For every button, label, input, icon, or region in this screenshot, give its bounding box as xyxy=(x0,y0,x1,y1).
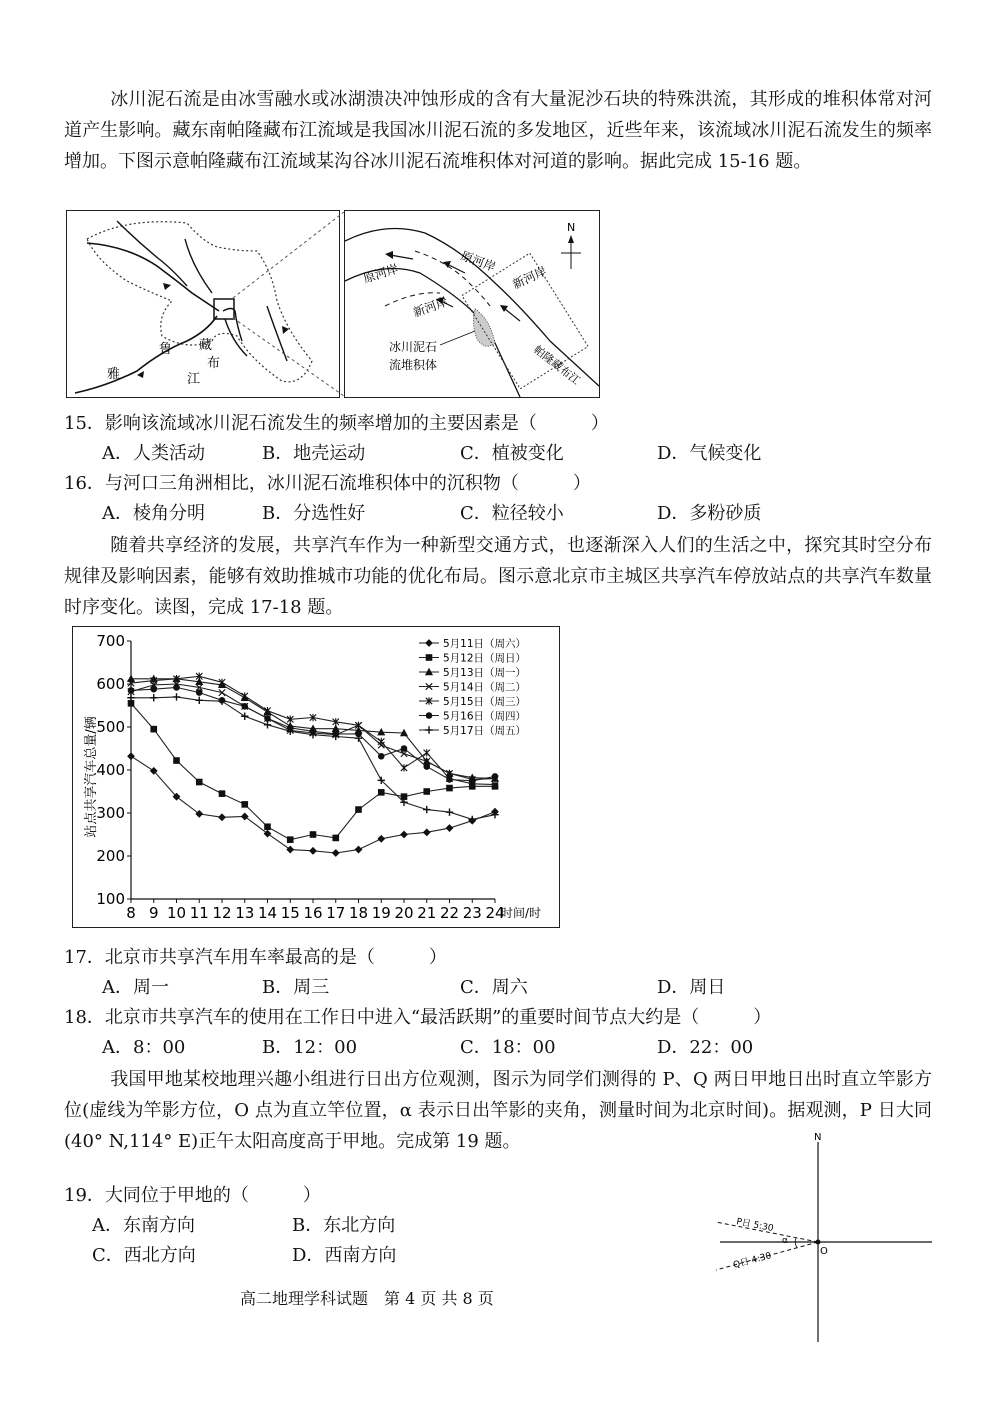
map-label: 布 xyxy=(207,356,221,371)
series-line xyxy=(131,756,495,853)
q16-option-a[interactable]: A．棱角分明 xyxy=(102,503,205,524)
question-19: 19．大同位于甲地的（ ） xyxy=(64,1185,321,1206)
x-tick-label: 17 xyxy=(326,904,346,922)
x-tick-label: 16 xyxy=(303,904,323,922)
data-point xyxy=(423,806,430,813)
q-day-label: Q日 4:30 xyxy=(732,1251,773,1271)
data-point xyxy=(264,721,271,728)
y-tick-label: 500 xyxy=(96,718,125,736)
data-point xyxy=(173,693,180,700)
q19-option-c[interactable]: C．西北方向 xyxy=(92,1245,196,1266)
q15-option-a[interactable]: A．人类活动 xyxy=(102,443,205,464)
legend-label: 5月12日（周日） xyxy=(443,652,527,665)
data-point xyxy=(310,832,316,838)
x-tick-label: 21 xyxy=(417,904,437,922)
data-point xyxy=(333,835,339,841)
data-point xyxy=(378,790,384,796)
detail-map xyxy=(344,210,600,398)
map-label: 原河岸 xyxy=(458,248,498,275)
question-16: 16．与河口三角洲相比，冰川泥石流堆积体中的沉积物（ ） xyxy=(64,473,591,494)
passage-sunrise-shadow: 我国甲地某校地理兴趣小组进行日出方位观测，图示为同学们测得的 P、Q 两日甲地日出时直立竿影方位(虚线为竿影方位，O 点为直立竿位置，α 表示日出竿影的夹角，测量时间为北京时间)。据观测，P 日大同(40° N,114° E)正午太阳高度高于甲地。完成第 19 题。 xyxy=(64,1069,932,1152)
data-point xyxy=(424,764,430,770)
map-label: 雅 xyxy=(107,367,121,382)
data-point xyxy=(151,726,157,732)
data-point xyxy=(401,831,407,837)
shadow-direction-diagram xyxy=(700,1130,940,1350)
passage-glacial-debris-flow: 冰川泥石流是由冰雪融水或冰湖溃决冲蚀形成的含有大量泥沙石块的特殊洪流，其形成的堆积体常对河道产生影响。藏东南帕隆藏布江流域是我国冰川泥石流的多发地区，近些年来，该流域冰川泥石流发生的频率增加。下图示意帕隆藏布江流域某沟谷冰川泥石流堆积体对河道的影响。据此完成 15-16 题。 xyxy=(64,89,932,172)
old-bank-south xyxy=(345,269,520,398)
alpha-label: α xyxy=(782,1236,788,1246)
passage-shared-cars: 随着共享经济的发展，共享汽车作为一种新型交通方式，也逐渐深入人们的生活之中，探究其时空分布规律及影响因素，能够有效助推城市功能的优化布局。图示意北京市主城区共享汽车停放站点的共享汽车数量时序变化。读图，完成 17-18 题。 xyxy=(64,535,932,618)
data-point xyxy=(356,807,362,813)
data-point xyxy=(446,825,452,831)
legend-label: 5月17日（周五） xyxy=(443,725,527,737)
q19-option-a[interactable]: A．东南方向 xyxy=(92,1215,195,1236)
legend-label: 5月16日（周四） xyxy=(443,710,527,723)
legend-label: 5月15日（周三） xyxy=(443,696,527,708)
q17-option-c[interactable]: C．周六 xyxy=(460,977,528,998)
data-point xyxy=(174,685,180,691)
question-15: 15．影响该流域冰川泥石流发生的频率增加的主要因素是（ ） xyxy=(64,413,609,434)
data-point xyxy=(310,848,316,854)
data-point xyxy=(469,778,475,784)
q19-option-b[interactable]: B．东北方向 xyxy=(292,1215,396,1236)
data-point xyxy=(378,836,384,842)
x-tick-label: 13 xyxy=(235,904,255,922)
data-point xyxy=(424,749,430,756)
y-tick-label: 400 xyxy=(96,761,125,779)
x-tick-label: 15 xyxy=(280,904,300,922)
map-label: 流堆积体 xyxy=(389,358,438,372)
data-point xyxy=(128,688,134,694)
map-label: 冰川泥石 xyxy=(389,340,438,354)
data-point xyxy=(196,779,202,785)
data-point xyxy=(333,850,339,856)
y-tick-label: 300 xyxy=(96,804,125,822)
data-point xyxy=(378,753,384,759)
pole-point xyxy=(816,1240,821,1245)
data-point xyxy=(287,846,293,852)
x-tick-label: 9 xyxy=(148,904,159,922)
y-tick-label: 600 xyxy=(96,675,125,693)
q15-option-b[interactable]: B．地壳运动 xyxy=(262,443,366,464)
map-label: 新河岸 xyxy=(411,294,450,320)
data-point xyxy=(150,694,157,701)
q16-option-c[interactable]: C．粒径较小 xyxy=(460,503,564,524)
data-point xyxy=(219,679,225,686)
x-tick-label: 19 xyxy=(371,904,391,922)
q16-option-d[interactable]: D．多粉砂质 xyxy=(657,503,762,524)
data-point xyxy=(219,791,225,797)
map-label: 江 xyxy=(187,372,201,387)
question-18: 18．北京市共享汽车的使用在工作日中进入“最活跃期”的重要时间节点大约是（ ） xyxy=(64,1007,772,1028)
p-day-label: P日 5:30 xyxy=(735,1217,775,1235)
x-tick-label: 10 xyxy=(166,904,187,922)
q18-option-d[interactable]: D．22：00 xyxy=(657,1037,754,1058)
x-tick-label: 18 xyxy=(348,904,369,922)
x-tick-label: 12 xyxy=(212,904,232,922)
map-label: 新河岸 xyxy=(510,263,549,292)
origin-label: O xyxy=(820,1246,828,1257)
data-point xyxy=(401,746,407,752)
leader-line xyxy=(440,331,475,345)
map-label: 鲁 xyxy=(159,342,173,357)
legend-marker xyxy=(426,655,432,661)
legend-label: 5月14日（周二） xyxy=(443,681,527,694)
legend-label: 5月13日（周一） xyxy=(443,667,527,679)
question-17: 17．北京市共享汽车用车率最高的是（ ） xyxy=(64,947,447,968)
page-footer: 高二地理学科试题 第 4 页 共 8 页 xyxy=(240,1289,494,1308)
data-point xyxy=(355,846,361,852)
legend-marker xyxy=(426,713,432,719)
q15-option-c[interactable]: C．植被变化 xyxy=(460,443,564,464)
q16-option-b[interactable]: B．分选性好 xyxy=(262,503,366,524)
q18-option-a[interactable]: A．8：00 xyxy=(102,1037,186,1058)
data-point xyxy=(446,808,453,815)
data-point xyxy=(265,716,271,722)
x-tick-label: 11 xyxy=(189,904,209,922)
chart-svg xyxy=(73,627,559,927)
map-label: 藏 xyxy=(199,338,213,353)
q18-option-c[interactable]: C．18：00 xyxy=(460,1037,556,1058)
data-point xyxy=(287,837,293,843)
data-point xyxy=(242,704,248,710)
q19-option-d[interactable]: D．西南方向 xyxy=(292,1245,397,1266)
q18-option-b[interactable]: B．12：00 xyxy=(262,1037,358,1058)
data-point xyxy=(242,802,248,808)
data-point xyxy=(174,758,180,764)
data-point xyxy=(378,738,384,745)
data-point xyxy=(265,824,271,830)
data-point xyxy=(219,814,225,820)
data-point xyxy=(241,713,248,720)
q15-option-d[interactable]: D．气候变化 xyxy=(657,443,762,464)
y-tick-label: 700 xyxy=(96,632,125,650)
y-axis-label: 站点共享汽车总量/辆 xyxy=(84,716,99,838)
data-point xyxy=(492,774,498,780)
map-label: 原河岸 xyxy=(361,261,401,286)
data-point xyxy=(424,829,430,835)
y-tick-label: 100 xyxy=(96,890,125,908)
data-point xyxy=(128,753,134,759)
data-point xyxy=(196,697,203,704)
x-tick-label: 24 xyxy=(485,904,505,922)
x-tick-label: 8 xyxy=(126,904,136,922)
x-tick-label: 20 xyxy=(394,904,414,922)
x-tick-label: 22 xyxy=(439,904,460,922)
q17-option-d[interactable]: D．周日 xyxy=(657,977,726,998)
legend-label: 5月11日（周六） xyxy=(443,638,527,650)
x-axis-label: 时间/时 xyxy=(501,906,542,920)
x-tick-label: 23 xyxy=(462,904,482,922)
shared-car-chart xyxy=(72,626,560,928)
north-label: N xyxy=(814,1132,822,1143)
map-label: 帕隆藏布江 xyxy=(531,343,583,388)
data-point xyxy=(447,777,453,783)
q17-option-a[interactable]: A．周一 xyxy=(102,977,169,998)
data-point xyxy=(196,690,202,696)
data-point xyxy=(447,785,453,791)
data-point xyxy=(151,686,157,692)
debris-deposit xyxy=(473,309,495,346)
series-1 xyxy=(128,753,498,856)
north-label: N xyxy=(567,221,576,234)
x-tick-label: 14 xyxy=(257,904,278,922)
alpha-arc xyxy=(795,1238,797,1248)
q17-option-b[interactable]: B．周三 xyxy=(262,977,330,998)
data-point xyxy=(424,789,430,795)
data-point xyxy=(401,764,407,771)
y-tick-label: 200 xyxy=(96,847,125,865)
